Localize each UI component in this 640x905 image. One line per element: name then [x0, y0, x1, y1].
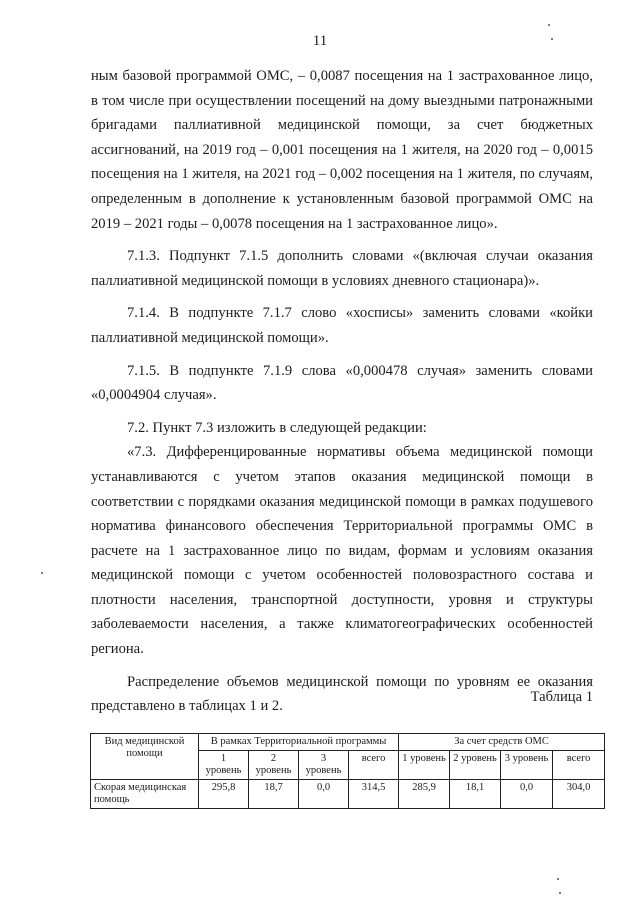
- paragraph-continuation: ным базовой программой ОМС, – 0,0087 посещения на 1 застрахованное лицо, в том числе при осуществлении посещений на дому выездными патронажными бригадами паллиативной медицинской помощи, за счет бюджетных ассигнований, на 2019 год – 0,001 посещения на 1 жителя, на 2020 год – 0,0015 посещения на 1 жителя, на 2021 год – 0,002 посещения на 1 жителя, по случаям, определенным в дополнение к установленным базовой программой ОМС на 2019 – 2021 годы – 0,0078 посещения на 1 застрахованное лицо».: [91, 68, 593, 232]
- cell-value: 0,0: [501, 780, 553, 809]
- cell-value: 0,0: [299, 780, 349, 809]
- subheader-level-1: 1 уровень: [199, 751, 249, 780]
- scan-speck: [551, 38, 553, 40]
- row-care-type: Скорая медицинская помощь: [91, 780, 199, 809]
- col-header-care-type: Вид медицинской помощи: [91, 734, 199, 780]
- paragraph-7-2: 7.2. Пункт 7.3 изложить в следующей редакции:: [127, 419, 427, 436]
- cell-value: 295,8: [199, 780, 249, 809]
- document-body: [91, 64, 593, 719]
- subheader-level-2: 2 уровень: [249, 751, 299, 780]
- cell-value: 18,1: [450, 780, 501, 809]
- table-caption: Таблица 1: [530, 689, 593, 705]
- paragraph-7-1-4: 7.1.4. В подпункте 7.1.7 слово «хосписы» заменить словами «койки паллиативной медицинской помощи».: [91, 305, 593, 346]
- group-header-territorial: В рамках Территориальной программы: [199, 734, 399, 751]
- group-header-oms: За счет средств ОМС: [399, 734, 605, 751]
- scan-speck: [557, 878, 559, 880]
- volume-table: [90, 733, 605, 809]
- subheader-total: всего: [553, 751, 605, 780]
- cell-value: 304,0: [553, 780, 605, 809]
- scan-speck: [559, 892, 561, 894]
- scan-speck: [41, 572, 43, 574]
- subheader-level-1: 1 уровень: [399, 751, 450, 780]
- subheader-level-3: 3 уровень: [299, 751, 349, 780]
- scan-speck: [548, 24, 550, 26]
- subheader-level-2: 2 уровень: [450, 751, 501, 780]
- page-number: 11: [312, 33, 328, 49]
- cell-value: 18,7: [249, 780, 299, 809]
- table-header-row: [91, 734, 605, 751]
- paragraph-distribution: Распределение объемов медицинской помощи по уровням ее оказания представлено в таблицах 1 и 2.: [91, 673, 593, 715]
- paragraph-7-1-3: 7.1.3. Подпункт 7.1.5 дополнить словами «(включая случаи оказания паллиативной медицинской помощи в условиях дневного стационара)».: [91, 248, 593, 289]
- cell-value: 314,5: [349, 780, 399, 809]
- subheader-total: всего: [349, 751, 399, 780]
- cell-value: 285,9: [399, 780, 450, 809]
- paragraph-7-1-5: 7.1.5. В подпункте 7.1.9 слова «0,000478 случая» заменить словами «0,0004904 случая».: [91, 362, 593, 404]
- subheader-level-3: 3 уровень: [501, 751, 553, 780]
- paragraph-7-3-quote: «7.3. Дифференцированные нормативы объема медицинской помощи устанавливаются с учетом этапов оказания медицинской помощи в соответствии с порядками оказания медицинской помощи в рамках подушевого норматива финансового обеспечения Территориальной программы ОМС в расчете на 1 застрахованное лицо по видам, формам и условиям оказания медицинской помощи с учетом особенностей половозрастного состава и плотности населения, транспортной доступности, уровня и структуры заболеваемости населения, а также климатогеографических особенностей региона.: [91, 444, 593, 658]
- table-row: [91, 780, 605, 809]
